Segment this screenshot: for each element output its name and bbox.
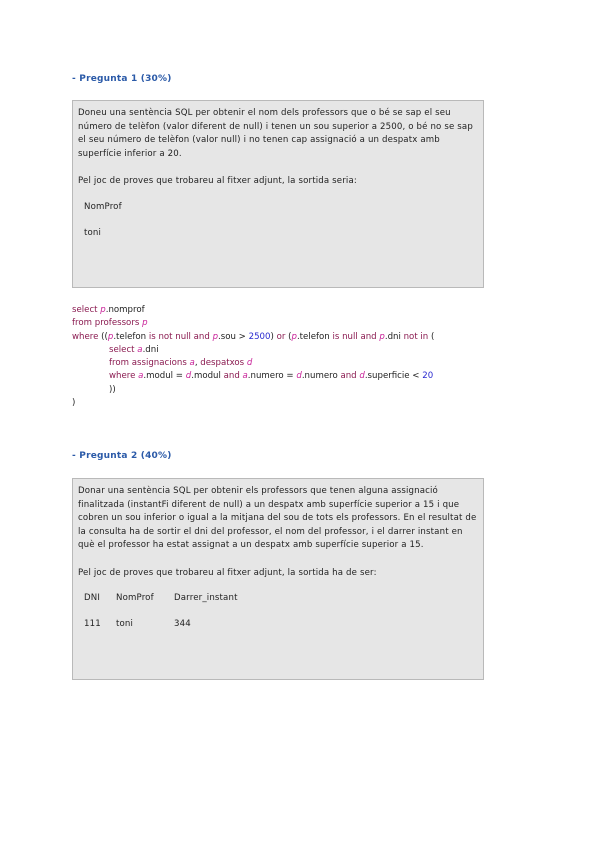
result-cell-nomprof: toni [116, 619, 134, 629]
sql-keyword: where [109, 371, 136, 382]
sql-line-3 [72, 331, 434, 344]
question-2-test-line: Pel joc de proves que trobareu al fitxer adjunt, la sortida ha de ser: [78, 567, 377, 578]
question-2-box [72, 478, 484, 680]
result-row [84, 618, 477, 644]
sql-table: despatxos [200, 358, 245, 369]
sql-line-2 [72, 317, 434, 330]
sql-keyword: is null [332, 331, 358, 342]
sql-punct: (( [98, 331, 108, 342]
sql-field: .dni [142, 344, 159, 355]
result-header-dni: DNI [84, 593, 101, 603]
sql-alias: p [100, 305, 106, 315]
result-header-row [84, 592, 477, 618]
sql-table: assignacions [131, 358, 187, 369]
sql-keyword: from [109, 358, 129, 369]
sql-keyword: and [190, 331, 213, 342]
sql-alias: d [246, 358, 253, 369]
sql-alias: d [296, 371, 302, 382]
sql-alias: d [185, 371, 192, 382]
sql-alias: p [379, 331, 385, 342]
sql-field: .modul = [143, 371, 186, 382]
sql-keyword: select [109, 344, 135, 355]
result-header-nomprof: NomProf [84, 201, 122, 212]
sql-line-7 [72, 384, 434, 397]
sql-line-5 [72, 357, 434, 370]
result-cell-nomprof: toni [84, 227, 102, 238]
question-1-statement: Doneu una sentència SQL per obtenir el nom dels professors que o bé se sap el seu número de telèfon (valor diferent de null) i tenen un sou superior a 2500, o bé no se sap el seu número de telèfon (valor null) i no tenen cap assignació a un despatx amb superfície inferior a 20. [78, 108, 473, 159]
sql-field: .telefon [113, 331, 149, 342]
sql-keyword: and [223, 371, 240, 382]
sql-alias: d [359, 371, 365, 382]
result-header-nomprof: NomProf [116, 593, 154, 603]
sql-alias: p [142, 318, 148, 329]
result-header-darrer-instant: Darrer_instant [174, 593, 238, 603]
question-2-statement: Donar una sentència SQL per obtenir els professors que tenen alguna assignació finalitzada (instantFi diferent de null) a un despatx amb superfície superior a 15 i que cobren un sou inferior o igual a la mitjana del sou de tots els professors. En el resultat de la consulta ha de sortir el dni del professor, el nom del professor, i el darrer instant en què el professor ha estat assignat a un despatx amb superfície superior a 15. [78, 486, 477, 550]
sql-punct: , [194, 358, 201, 369]
question-1-box [72, 100, 484, 288]
sql-answer [72, 304, 434, 410]
sql-punct: ( [285, 331, 292, 342]
sql-line-1 [72, 304, 434, 317]
sql-number: 20 [422, 371, 434, 382]
sql-field: .telefon [296, 331, 333, 342]
sql-field: .sou > [218, 331, 249, 342]
sql-punct: ) [72, 398, 76, 409]
sql-keyword: select [72, 305, 98, 315]
question-1-heading: - Pregunta 1 (30%) [72, 74, 172, 84]
sql-line-6 [72, 370, 434, 383]
question-2-heading: - Pregunta 2 (40%) [72, 451, 172, 461]
result-cell-darrer-instant: 344 [174, 619, 191, 629]
sql-field: .modul [191, 371, 224, 382]
sql-alias: a [138, 371, 144, 382]
sql-keyword: and [340, 371, 357, 382]
sql-alias: a [242, 371, 248, 382]
result-header-row [84, 201, 477, 227]
question-2-result-table [78, 592, 477, 644]
sql-alias: a [189, 358, 195, 369]
sql-field: .superficie < [364, 371, 423, 382]
sql-punct: ( [428, 331, 435, 342]
sql-punct: ) [270, 331, 277, 342]
sql-line-4 [72, 344, 434, 357]
sql-alias: p [291, 331, 297, 342]
sql-keyword: and [357, 331, 380, 342]
sql-keyword: not in [403, 331, 429, 342]
question-1-result-table [78, 201, 477, 253]
sql-line-8 [72, 397, 434, 410]
sql-field: .numero = [247, 371, 297, 382]
sql-field: .numero [301, 371, 341, 382]
sql-keyword: from [72, 318, 92, 329]
sql-keyword: is not null [148, 331, 191, 342]
sql-alias: a [137, 344, 143, 355]
sql-number: 2500 [248, 331, 271, 342]
sql-table: professors [94, 318, 140, 329]
sql-field: .dni [384, 331, 404, 342]
sql-alias: p [107, 331, 114, 342]
question-1-test-line: Pel joc de proves que trobareu al fitxer adjunt, la sortida seria: [78, 176, 357, 186]
sql-punct: )) [109, 384, 116, 395]
result-cell-dni: 111 [84, 619, 101, 629]
sql-keyword: or [276, 331, 286, 342]
result-row [84, 227, 477, 253]
sql-keyword: where [72, 331, 99, 342]
sql-field: .nomprof [105, 305, 145, 315]
sql-alias: p [212, 331, 219, 342]
